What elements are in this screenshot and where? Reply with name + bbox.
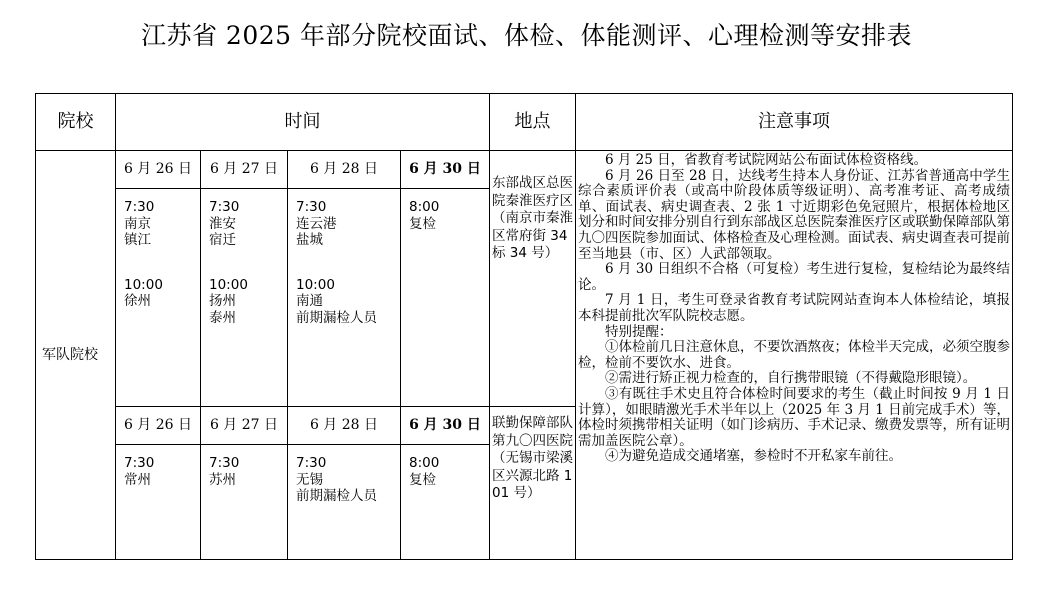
slot-late: 10:00 扬州 泰州: [209, 276, 248, 326]
note-item: ③有既往手术史且符合体检时间要求的考生（截止时间按 9 月 1 日计算），如眼睛激光手术半年以上（2025 年 3 月 1 日前完成手术）等，体检时须携带相关证明（如门诊病历、手术记录、缴费发票等，所有证明需加盖医院公章）。: [578, 385, 1010, 449]
note-item: 6 月 26 日至 28 日，达线考生持本人身份证、江苏省普通高中学生综合素质评价表（或高中阶段体质等级证明）、高考准考证、高考成绩单、面试表、病史调查表、2 张 1 寸近期彩色免冠照片，根据体检地区划分和时间安排分别自行到东部战区总医院秦淮医疗区或联勤保障部队第九〇四医院参加面试、体格检查及心理检测。面试表、病史调查表可提前至当地县（市、区）人武部领取。: [578, 167, 1010, 262]
note-item: 特别提醒：: [605, 323, 673, 340]
slot-cell: 7:30 常州: [116, 445, 201, 560]
slot-cell: 7:30 苏州: [201, 445, 288, 560]
date-cell: 6 月 26 日: [116, 151, 201, 189]
date-cell: 6 月 27 日: [201, 407, 288, 445]
schedule-table: [35, 93, 1013, 560]
header-notes: 注意事项: [576, 94, 1013, 151]
slot-cell: [201, 189, 288, 407]
date-cell: 6 月 26 日: [116, 407, 201, 445]
page-title: 江苏省 2025 年部分院校面试、体检、体能测评、心理检测等安排表: [140, 21, 913, 50]
date-cell: 6 月 27 日: [201, 151, 288, 189]
date-cell: 6 月 30 日: [401, 151, 490, 189]
slot-cell: [288, 189, 401, 407]
note-item: ④为避免造成交通堵塞，参检时不开私家车前往。: [605, 448, 902, 465]
note-item: 7 月 1 日，考生可登录省教育考试院网站查询本人体检结论，填报本科提前批次军队院校志愿。: [578, 292, 1010, 324]
note-item: ①体检前几日注意休息，不要饮酒熬夜；体检半天完成，必须空腹参检，检前不要饮水、进食。: [578, 339, 1010, 371]
location-cell: 联勤保障部队第九〇四医院（无锡市梁溪区兴源北路 101 号）: [490, 407, 576, 560]
date-cell: 6 月 28 日: [288, 151, 401, 189]
note-item: ②需进行矫正视力检查的，自行携带眼镜（不得戴隐形眼镜）。: [605, 370, 977, 387]
header-school: 院校: [36, 94, 116, 151]
location-cell: 东部战区总医院秦淮医疗区（南京市秦淮区常府街 34 标 34 号）: [490, 151, 576, 407]
header-row: [36, 94, 1013, 151]
slot-cell: [116, 189, 201, 407]
date-cell: 6 月 30 日: [401, 407, 490, 445]
note-item: 6 月 30 日组织不合格（可复检）考生进行复检，复检结论为最终结论。: [578, 261, 1010, 293]
slot-morning: 8:00 复检: [409, 199, 440, 232]
slot-cell: 8:00 复检: [401, 445, 490, 560]
date-cell: 6 月 28 日: [288, 407, 401, 445]
slot-late: 10:00 南通 前期漏检人员: [296, 276, 377, 326]
slot-cell: [401, 189, 490, 407]
school-cell: 军队院校: [36, 151, 116, 560]
header-time: 时间: [116, 94, 490, 151]
group1-date-row: [36, 151, 1013, 189]
slot-morning: 7:30 淮安 宿迁: [209, 199, 240, 248]
slot-morning: 7:30 南京 镇江: [124, 199, 155, 248]
slot-morning: 7:30 连云港 盐城: [296, 199, 337, 248]
slot-cell: 7:30 无锡 前期漏检人员: [288, 445, 401, 560]
note-item: 6 月 25 日，省教育考试院网站公布面试体检资格线。: [605, 152, 928, 168]
header-place: 地点: [490, 94, 576, 151]
notes-cell: [576, 151, 1013, 560]
slot-late: 10:00 徐州: [124, 276, 163, 309]
